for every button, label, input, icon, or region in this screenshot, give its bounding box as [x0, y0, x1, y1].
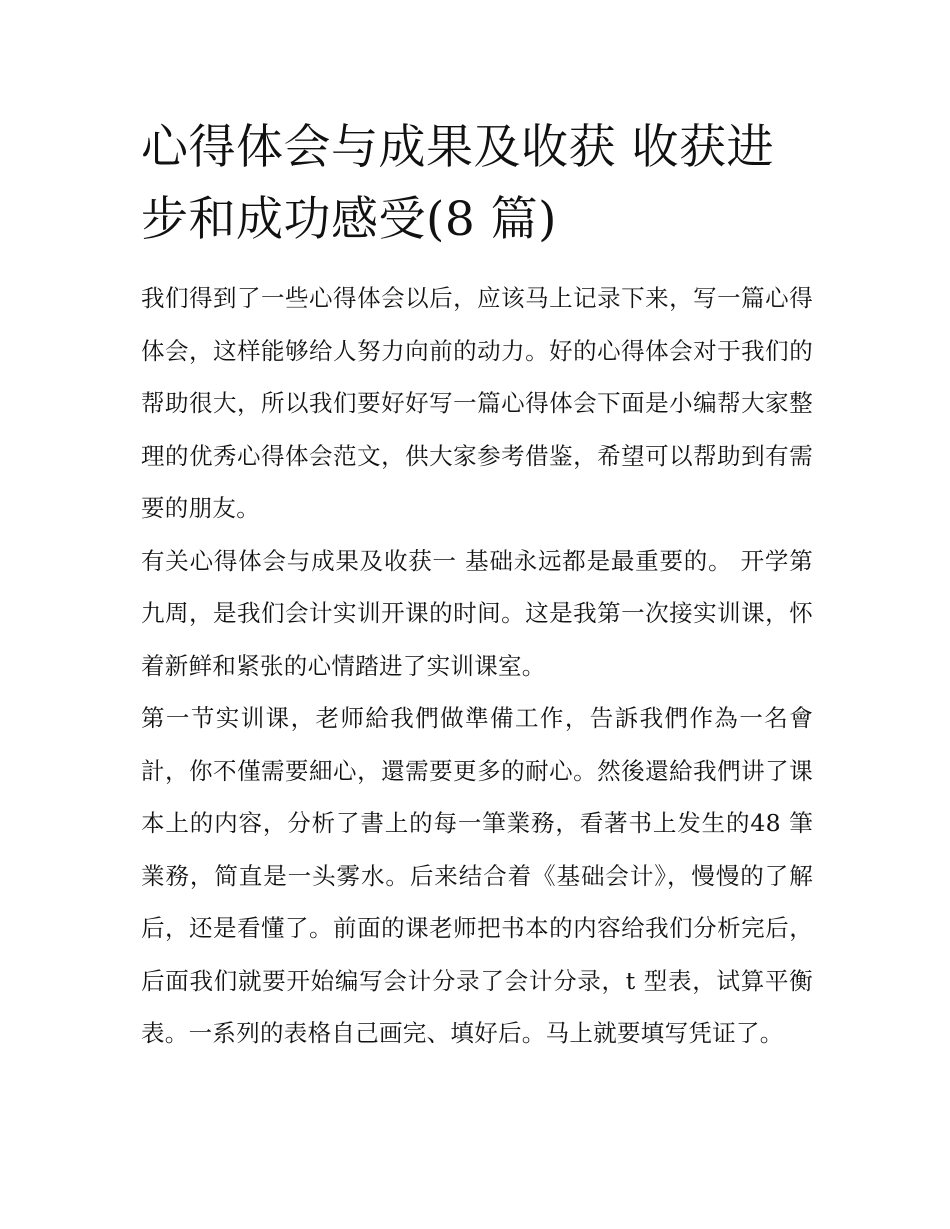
document-body [141, 112, 813, 1060]
paragraph-first-essay-opening: 有关心得体会与成果及收获一 基础永远都是最重要的。 开学第九周，是我们会计实训开课的时间。这是我第一次接实训课，怀着新鲜和紧张的心情踏进了实训课室。 [141, 546, 813, 680]
paragraph-first-class: 第一节实训课，老师給我們做準備工作，告訴我們作為一名會計，你不僅需要細心，還需要更多的耐心。然後還給我們讲了课本上的内容，分析了書上的每一筆業務，看著书上发生的48 筆業務，简直是一头雾水。后来结合着《基础会计》，慢慢的了解后，还是看懂了。前面的课老师把书本的内容给我们分析完后，后面我们就要开始编写会计分录了会计分录，t 型表，试算平衡表。一系列的表格自己画完、填好后。马上就要填写凭证了。 [141, 704, 813, 1047]
paragraph-intro: 我们得到了一些心得体会以后，应该马上记录下来，写一篇心得体会，这样能够给人努力向前的动力。好的心得体会对于我们的帮助很大，所以我们要好好写一篇心得体会下面是小编帮大家整理的优秀心得体会范文，供大家参考借鉴，希望可以帮助到有需要的朋友。 [141, 284, 813, 522]
document-title: 心得体会与成果及收获 收获进步和成功感受(8 篇) [141, 120, 774, 247]
